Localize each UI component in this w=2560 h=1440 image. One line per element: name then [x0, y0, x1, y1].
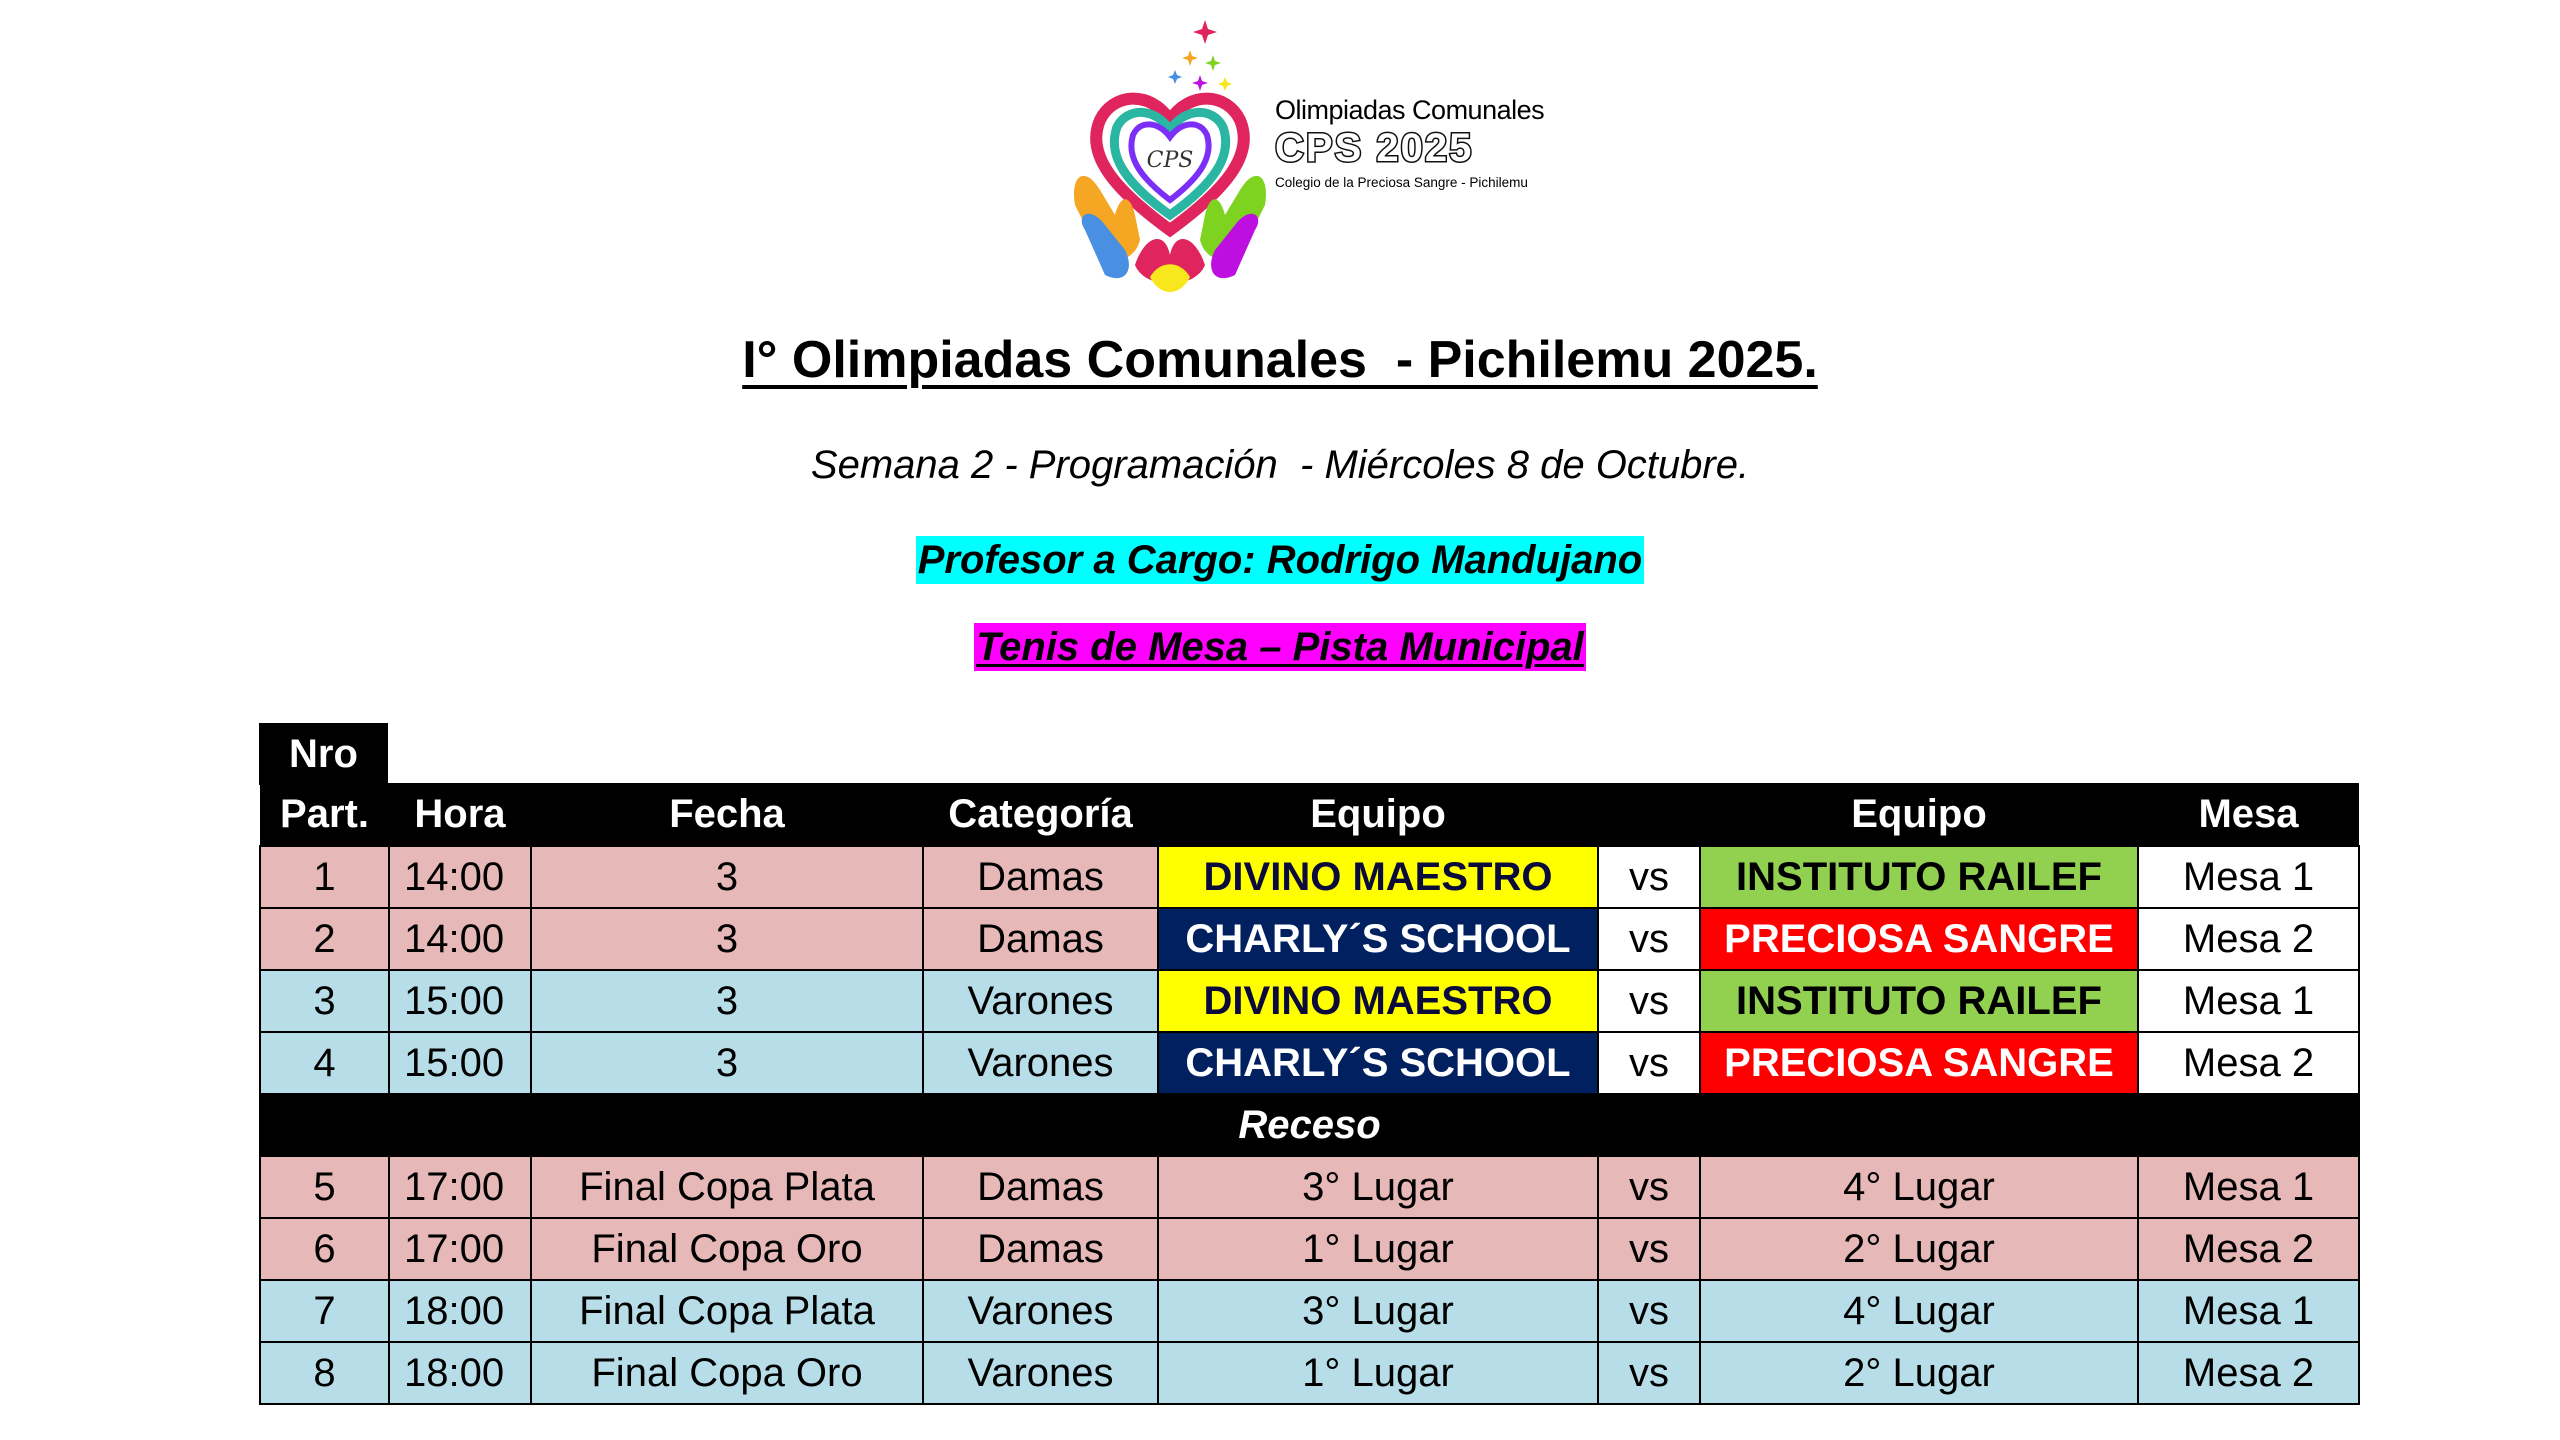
cell-fecha: Final Copa Plata — [531, 1280, 923, 1342]
cell-mesa: Mesa 2 — [2138, 908, 2359, 970]
cell-categoria: Varones — [923, 1280, 1158, 1342]
cell-fecha: 3 — [531, 1032, 923, 1094]
cell-nro: 5 — [260, 1156, 389, 1218]
cell-hora: 14:00 — [389, 846, 531, 908]
header-fecha: Fecha — [531, 783, 923, 846]
cell-nro: 3 — [260, 970, 389, 1032]
header-hora: Hora — [389, 783, 531, 846]
cell-equipo-1: 1° Lugar — [1158, 1218, 1598, 1280]
sport-venue: Tenis de Mesa – Pista Municipal — [976, 625, 1584, 669]
cell-hora: 18:00 — [389, 1342, 531, 1404]
cell-nro: 2 — [260, 908, 389, 970]
cell-mesa: Mesa 1 — [2138, 970, 2359, 1032]
page-subtitle: Semana 2 - Programación - Miércoles 8 de Octubre. — [810, 443, 1750, 487]
table-row — [260, 1218, 2359, 1280]
cell-mesa: Mesa 2 — [2138, 1342, 2359, 1404]
cell-fecha: Final Copa Oro — [531, 1342, 923, 1404]
header-equipo-2: Equipo — [1700, 783, 2138, 846]
cell-hora: 15:00 — [389, 970, 531, 1032]
teacher-in-charge: Profesor a Cargo: Rodrigo Mandujano — [917, 538, 1643, 582]
cell-vs: vs — [1598, 970, 1700, 1032]
cell-equipo-2: 4° Lugar — [1700, 1156, 2138, 1218]
cell-vs: vs — [1598, 846, 1700, 908]
table-row — [260, 1032, 2359, 1094]
cell-nro: 8 — [260, 1342, 389, 1404]
cell-mesa: Mesa 2 — [2138, 1032, 2359, 1094]
cell-categoria: Varones — [923, 1342, 1158, 1404]
cell-vs: vs — [1598, 1032, 1700, 1094]
cell-nro: 6 — [260, 1218, 389, 1280]
cell-hora: 14:00 — [389, 908, 531, 970]
cell-equipo-1: 3° Lugar — [1158, 1156, 1598, 1218]
cell-vs: vs — [1598, 1218, 1700, 1280]
cell-vs: vs — [1598, 1156, 1700, 1218]
cell-equipo-2: 4° Lugar — [1700, 1280, 2138, 1342]
cell-nro: 1 — [260, 846, 389, 908]
cell-nro: 4 — [260, 1032, 389, 1094]
cell-equipo-1: CHARLY´S SCHOOL — [1158, 908, 1598, 970]
cell-mesa: Mesa 1 — [2138, 1280, 2359, 1342]
table-row — [260, 1156, 2359, 1218]
cell-equipo-1: 3° Lugar — [1158, 1280, 1598, 1342]
receso-label: Receso — [260, 1094, 2359, 1156]
cell-vs: vs — [1598, 1280, 1700, 1342]
cell-equipo-1: DIVINO MAESTRO — [1158, 970, 1598, 1032]
cell-fecha: Final Copa Oro — [531, 1218, 923, 1280]
cell-equipo-2: INSTITUTO RAILEF — [1700, 846, 2138, 908]
header-nro: Nro — [259, 723, 388, 785]
cell-fecha: 3 — [531, 908, 923, 970]
header-vs — [1598, 783, 1700, 846]
page-title: I° Olimpiadas Comunales - Pichilemu 2025. — [742, 331, 1818, 389]
cell-categoria: Damas — [923, 1156, 1158, 1218]
cell-mesa: Mesa 1 — [2138, 846, 2359, 908]
header-categoria: Categoría — [923, 783, 1158, 846]
cell-hora: 17:00 — [389, 1156, 531, 1218]
table-row — [260, 970, 2359, 1032]
cell-categoria: Varones — [923, 970, 1158, 1032]
logo-line2: CPS 2025 — [1275, 126, 1474, 170]
cell-fecha: 3 — [531, 846, 923, 908]
logo-line1: Olimpiadas Comunales — [1275, 95, 1545, 125]
header-equipo-1: Equipo — [1158, 783, 1598, 846]
cell-nro: 7 — [260, 1280, 389, 1342]
table-header-row — [260, 783, 2359, 846]
logo — [1055, 15, 1545, 305]
cell-equipo-1: DIVINO MAESTRO — [1158, 846, 1598, 908]
schedule-table — [259, 783, 2360, 1405]
cell-mesa: Mesa 1 — [2138, 1156, 2359, 1218]
cell-equipo-2: 2° Lugar — [1700, 1218, 2138, 1280]
cell-fecha: Final Copa Plata — [531, 1156, 923, 1218]
cell-hora: 15:00 — [389, 1032, 531, 1094]
logo-text — [1275, 95, 1545, 190]
cell-equipo-1: CHARLY´S SCHOOL — [1158, 1032, 1598, 1094]
receso-row — [260, 1094, 2359, 1156]
cell-equipo-1: 1° Lugar — [1158, 1342, 1598, 1404]
cell-equipo-2: 2° Lugar — [1700, 1342, 2138, 1404]
cell-equipo-2: INSTITUTO RAILEF — [1700, 970, 2138, 1032]
heart-hands-logo-icon — [1055, 15, 1285, 305]
table-row — [260, 908, 2359, 970]
cell-fecha: 3 — [531, 970, 923, 1032]
cell-equipo-2: PRECIOSA SANGRE — [1700, 1032, 2138, 1094]
cell-vs: vs — [1598, 908, 1700, 970]
logo-line3: Colegio de la Preciosa Sangre - Pichilemu — [1275, 175, 1528, 190]
cell-mesa: Mesa 2 — [2138, 1218, 2359, 1280]
cell-categoria: Varones — [923, 1032, 1158, 1094]
cell-vs: vs — [1598, 1342, 1700, 1404]
cell-hora: 18:00 — [389, 1280, 531, 1342]
table-row — [260, 846, 2359, 908]
header-part: Part. — [260, 783, 389, 846]
logo-mark-text: CPS — [1146, 148, 1194, 173]
table-row — [260, 1342, 2359, 1404]
table-row — [260, 1280, 2359, 1342]
header-mesa: Mesa — [2138, 783, 2359, 846]
cell-categoria: Damas — [923, 908, 1158, 970]
cell-hora: 17:00 — [389, 1218, 531, 1280]
cell-equipo-2: PRECIOSA SANGRE — [1700, 908, 2138, 970]
cell-categoria: Damas — [923, 846, 1158, 908]
cell-categoria: Damas — [923, 1218, 1158, 1280]
